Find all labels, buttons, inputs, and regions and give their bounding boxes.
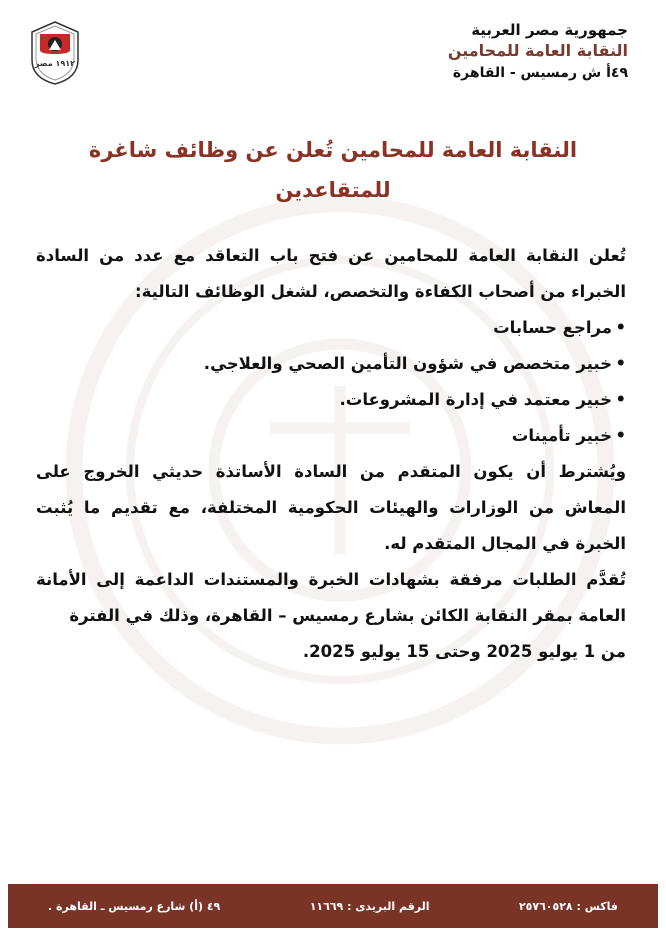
logo-year-text: ١٩١٢ مصر — [34, 59, 76, 68]
title-line-2: للمتقاعدين — [275, 178, 391, 202]
footer-fax: فاكس : ٢٥٧٦٠٥٢٨ — [518, 899, 618, 913]
list-item: • خبير متخصص في شؤون التأمين الصحي والعلاجي. — [36, 346, 626, 382]
bullet-icon: • — [615, 354, 626, 373]
syndicate-address: ٤٩أ ش رمسيس - القاهرة — [452, 65, 628, 81]
footer-postal-code: الرقم البريدى : ١١٦٦٩ — [309, 899, 430, 913]
syndicate-logo-icon — [28, 20, 82, 86]
submission-paragraph: تُقدَّم الطلبات مرفقة بشهادات الخبرة والمستندات الداعمة إلى الأمانة العامة بمقر النقابة الكائن بشارع رمسيس – القاهرة، وذلك في الفترة — [36, 570, 626, 625]
list-item: • خبير معتمد في إدارة المشروعات. — [36, 382, 626, 418]
jobs-list — [36, 310, 626, 454]
country-name: جمهورية مصر العربية — [471, 21, 628, 39]
intro-paragraph: تُعلن النقابة العامة للمحامين عن فتح باب التعاقد مع عدد من السادة الخبراء من أصحاب الكفاءة والتخصص، لشغل الوظائف التالية: — [36, 246, 626, 301]
footer-address: ٤٩ (أ) شارع رمسيس ـ القاهرة . — [48, 899, 221, 913]
syndicate-name: النقابة العامة للمحامين — [447, 41, 628, 60]
letterhead — [328, 20, 628, 84]
announcement-body — [36, 238, 626, 670]
title-line-1: النقابة العامة للمحامين تُعلن عن وظائف شاغرة — [88, 138, 578, 162]
bullet-icon: • — [615, 390, 626, 409]
list-item: • مراجع حسابات — [36, 310, 626, 346]
application-period: من 1 يوليو 2025 وحتى 15 يوليو 2025. — [302, 642, 626, 661]
condition-paragraph: ويُشترط أن يكون المتقدم من السادة الأساتذة حديثي الخروج على المعاش من الوزارات والهيئات الحكومية المختلفة، مع تقديم ما يُثبت الخبرة في المجال المتقدم له. — [36, 462, 626, 553]
bullet-icon: • — [615, 318, 626, 337]
bullet-icon: • — [615, 426, 626, 445]
footer-bar — [8, 884, 658, 928]
announcement-title — [60, 130, 606, 210]
list-item: • خبير تأمينات — [36, 418, 626, 454]
